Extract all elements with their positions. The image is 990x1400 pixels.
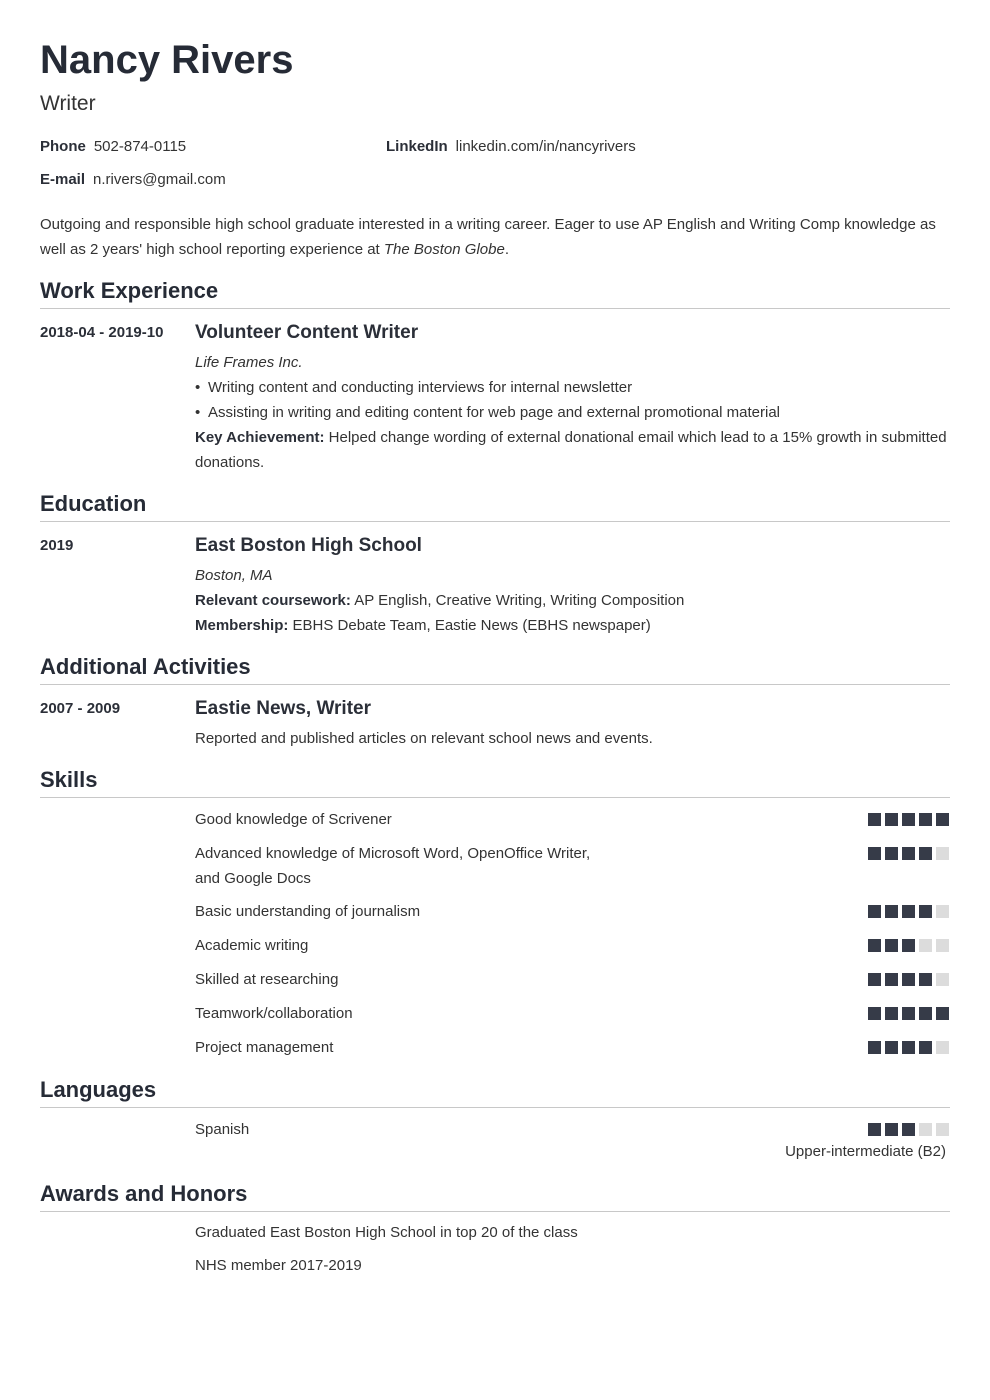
skill-level-meter bbox=[868, 905, 949, 918]
rating-square-filled bbox=[919, 905, 932, 918]
rating-square-filled bbox=[902, 1007, 915, 1020]
key-achievement bbox=[195, 425, 950, 475]
section-heading: Skills bbox=[40, 766, 950, 798]
entry-description: Reported and published articles on relevant school news and events. bbox=[195, 730, 653, 747]
entry-date: 2019 bbox=[40, 537, 74, 554]
email-value[interactable]: n.rivers@gmail.com bbox=[93, 171, 226, 188]
membership-text: EBHS Debate Team, Eastie News (EBHS newspaper) bbox=[288, 617, 651, 634]
coursework-text: AP English, Creative Writing, Writing Composition bbox=[350, 592, 685, 609]
rating-square-filled bbox=[868, 813, 881, 826]
rating-square-filled bbox=[885, 1007, 898, 1020]
award-item: NHS member 2017-2019 bbox=[195, 1257, 362, 1274]
skill-level-meter bbox=[868, 1007, 949, 1020]
rating-square-filled bbox=[885, 973, 898, 986]
membership bbox=[195, 613, 950, 638]
skill-name: Good knowledge of Scrivener bbox=[195, 811, 392, 828]
education-section bbox=[40, 490, 950, 522]
entry-company: Life Frames Inc. bbox=[195, 354, 303, 371]
skill-name: Project management bbox=[195, 1039, 334, 1056]
email-label: E-mail bbox=[40, 171, 86, 188]
rating-square-filled bbox=[885, 939, 898, 952]
summary-text: Outgoing and responsible high school graduate interested in a writing career. Eager to use AP English and Writing Comp knowledge as well as 2 years' high school reporting experience at bbox=[40, 216, 936, 258]
rating-square-filled bbox=[919, 1041, 932, 1054]
skills-section bbox=[40, 766, 950, 798]
language-level-text: Upper-intermediate (B2) bbox=[785, 1143, 946, 1160]
rating-square-filled bbox=[902, 1123, 915, 1136]
linkedin-label: LinkedIn bbox=[386, 138, 448, 155]
candidate-name: Nancy Rivers bbox=[40, 38, 294, 82]
language-name: Spanish bbox=[195, 1121, 250, 1138]
entry-body bbox=[195, 533, 950, 638]
entry-body bbox=[195, 320, 950, 475]
achievement-text: Helped change wording of external donational email which lead to a 15% growth in submitted donations. bbox=[195, 429, 947, 471]
rating-square-filled bbox=[919, 973, 932, 986]
coursework-label: Relevant coursework: bbox=[195, 592, 351, 609]
membership-label: Membership: bbox=[195, 617, 289, 634]
rating-square-filled bbox=[902, 905, 915, 918]
entry-title: Eastie News, Writer bbox=[195, 698, 372, 719]
phone-value: 502-874-0115 bbox=[93, 138, 187, 155]
skill-level-meter bbox=[868, 973, 949, 986]
rating-square-filled bbox=[902, 1041, 915, 1054]
section-heading: Work Experience bbox=[40, 277, 950, 309]
rating-square-filled bbox=[902, 973, 915, 986]
skill-item bbox=[195, 807, 950, 832]
rating-square-filled bbox=[868, 973, 881, 986]
rating-square-filled bbox=[885, 1123, 898, 1136]
rating-square-filled bbox=[885, 905, 898, 918]
bullet-item: • Writing content and conducting interviews for internal newsletter bbox=[195, 375, 950, 400]
section-heading: Education bbox=[40, 490, 950, 522]
rating-square-filled bbox=[868, 939, 881, 952]
contact-phone bbox=[40, 137, 186, 157]
coursework bbox=[195, 588, 950, 613]
linkedin-value[interactable]: linkedin.com/in/nancyrivers bbox=[455, 138, 636, 155]
entry-date: 2018-04 - 2019-10 bbox=[40, 324, 164, 341]
phone-label: Phone bbox=[40, 138, 86, 155]
summary-emphasis: The Boston Globe bbox=[383, 241, 505, 258]
rating-square-filled bbox=[919, 1007, 932, 1020]
entry-date: 2007 - 2009 bbox=[40, 700, 121, 717]
rating-square-empty bbox=[936, 905, 949, 918]
rating-square-filled bbox=[936, 1007, 949, 1020]
profile-summary bbox=[40, 212, 950, 262]
rating-square-filled bbox=[936, 813, 949, 826]
rating-square-empty bbox=[936, 939, 949, 952]
rating-square-filled bbox=[868, 1007, 881, 1020]
summary-end: . bbox=[504, 241, 509, 258]
rating-square-empty bbox=[936, 1041, 949, 1054]
rating-square-filled bbox=[868, 847, 881, 860]
job-title: Writer bbox=[40, 92, 96, 115]
section-heading: Additional Activities bbox=[40, 653, 950, 685]
skill-item bbox=[195, 1035, 950, 1060]
work-experience-section bbox=[40, 277, 950, 309]
skill-level-meter bbox=[868, 813, 949, 826]
awards-section bbox=[40, 1180, 950, 1212]
skill-item bbox=[195, 933, 950, 958]
rating-square-empty bbox=[919, 939, 932, 952]
rating-square-filled bbox=[868, 905, 881, 918]
languages-section bbox=[40, 1076, 950, 1108]
bullet-item: • Assisting in writing and editing content for web page and external promotional material bbox=[195, 400, 950, 425]
rating-square-filled bbox=[885, 813, 898, 826]
language-level-meter bbox=[868, 1123, 949, 1136]
skill-level-meter bbox=[868, 1041, 949, 1054]
language-item bbox=[195, 1117, 950, 1142]
skill-item bbox=[195, 899, 950, 924]
rating-square-filled bbox=[885, 847, 898, 860]
entry-body bbox=[195, 696, 950, 751]
rating-square-filled bbox=[902, 939, 915, 952]
entry-title: Volunteer Content Writer bbox=[195, 322, 419, 343]
rating-square-filled bbox=[919, 847, 932, 860]
rating-square-empty bbox=[936, 973, 949, 986]
skill-name: Basic understanding of journalism bbox=[195, 903, 421, 920]
contact-email bbox=[40, 170, 226, 190]
rating-square-empty bbox=[936, 1123, 949, 1136]
skill-level-meter bbox=[868, 939, 949, 952]
section-heading: Awards and Honors bbox=[40, 1180, 950, 1212]
skill-item bbox=[195, 967, 950, 992]
skill-item bbox=[195, 1001, 950, 1026]
rating-square-empty bbox=[919, 1123, 932, 1136]
skill-level-meter bbox=[868, 847, 949, 860]
skill-name: Advanced knowledge of Microsoft Word, OpenOffice Writer, and Google Docs bbox=[195, 845, 591, 887]
rating-square-filled bbox=[885, 1041, 898, 1054]
rating-square-filled bbox=[868, 1123, 881, 1136]
skill-name: Teamwork/collaboration bbox=[195, 1005, 353, 1022]
award-item: Graduated East Boston High School in top 20 of the class bbox=[195, 1224, 578, 1241]
entry-location: Boston, MA bbox=[195, 567, 273, 584]
section-heading: Languages bbox=[40, 1076, 950, 1108]
activities-section bbox=[40, 653, 950, 685]
rating-square-empty bbox=[936, 847, 949, 860]
entry-title: East Boston High School bbox=[195, 535, 422, 556]
rating-square-filled bbox=[868, 1041, 881, 1054]
skill-name: Skilled at researching bbox=[195, 971, 339, 988]
achievement-label: Key Achievement: bbox=[195, 429, 325, 446]
skill-item bbox=[195, 841, 950, 891]
rating-square-filled bbox=[919, 813, 932, 826]
rating-square-filled bbox=[902, 813, 915, 826]
contact-linkedin bbox=[386, 137, 636, 157]
skill-name: Academic writing bbox=[195, 937, 309, 954]
rating-square-filled bbox=[902, 847, 915, 860]
